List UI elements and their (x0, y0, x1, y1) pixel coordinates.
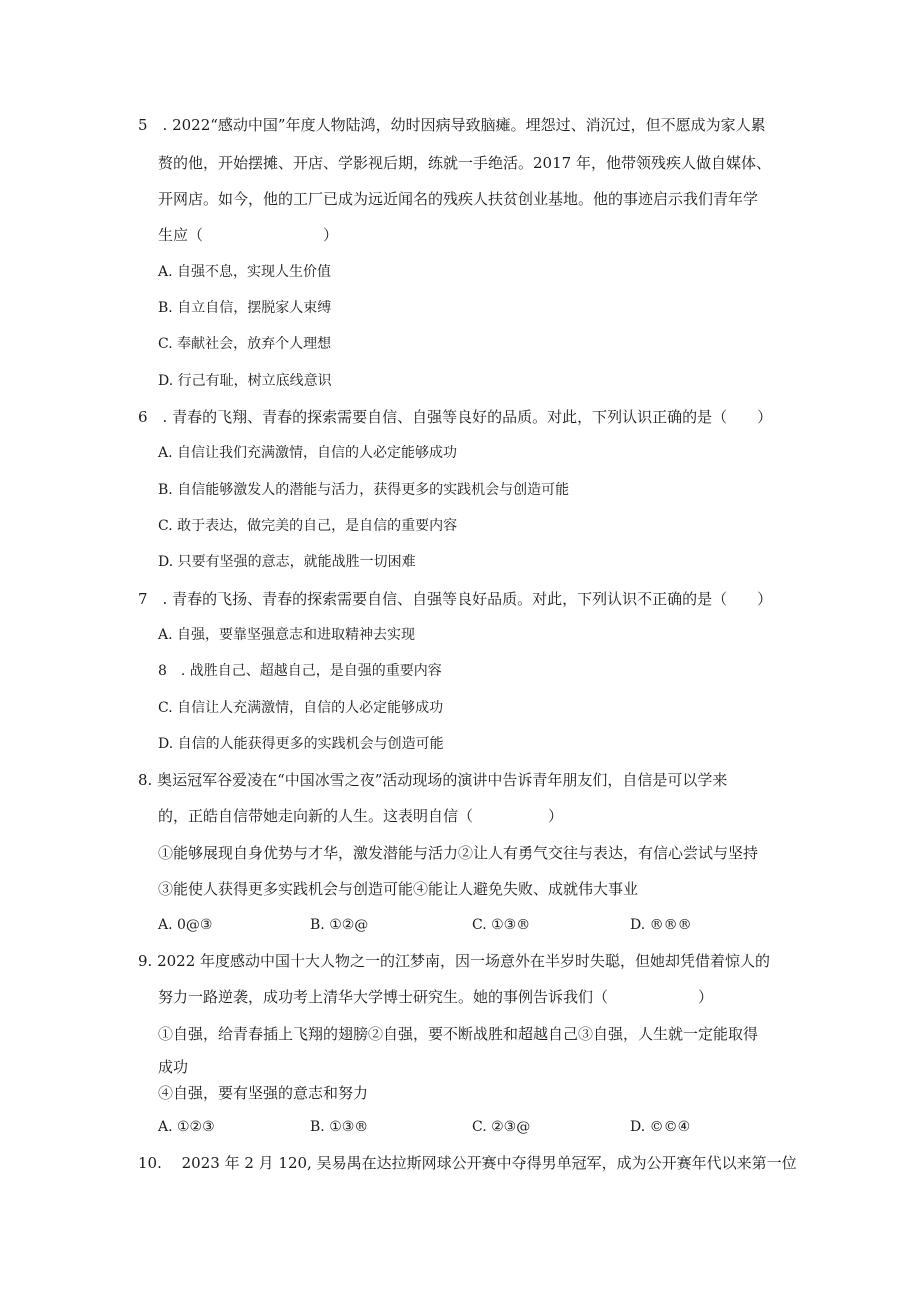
q9-stem-line-2: 努力一路逆袭，成功考上清华大学博士研究生。她的事例告诉我们（ ） (158, 988, 714, 1006)
q8-option-c: C. ①③® (472, 917, 531, 933)
q5-stem-line-2: 赘的他，开始摆摊、开店、学影视后期，练就一手绝活。2017 年，他带领残疾人做自媒体、 (158, 154, 771, 172)
q5-option-b: B. 自立自信，摆脱家人束缚 (158, 300, 332, 316)
q9-option-b: B. ①③® (310, 1119, 369, 1135)
q5-stem-line-3: 开网店。如今，他的工厂已成为远近闻名的残疾人扶贫创业基地。他的事迹启示我们青年学 (158, 190, 759, 208)
q9-statements-line-1: ①自强，给青春插上飞翔的翅膀②自强，要不断战胜和超越自己③自强，人生就一定能取得 (158, 1025, 759, 1043)
q6-option-d: D. 只要有坚强的意志，就能战胜一切困难 (158, 554, 416, 570)
q6-option-b: B. 自信能够激发人的潜能与活力，获得更多的实践机会与创造可能 (158, 482, 570, 498)
q7-option-b: 8 . 战胜自己、超越自己，是自强的重要内容 (158, 663, 442, 679)
q7-stem-line-1: 7 . 青春的飞扬、青春的探索需要自信、自强等良好品质。对此，下列认识不正确的是（ ） (138, 590, 773, 608)
q8-option-a: A. 0@③ (158, 917, 213, 933)
q8-statements-line-1: ①能够展现自身优势与才华，激发潜能与活力②让人有勇气交往与表达，有信心尝试与坚持 (158, 844, 759, 862)
q6-option-c: C. 敢于表达，做完美的自己，是自信的重要内容 (158, 518, 458, 534)
q8-statements-line-2: ③能使人获得更多实践机会与创造可能④能让人避免失败、成就伟大事业 (158, 880, 639, 898)
q7-option-d: D. 自信的人能获得更多的实践机会与创造可能 (158, 736, 444, 752)
q9-option-c: C. ②③@ (472, 1119, 531, 1135)
q7-option-a: A. 自强，要靠坚强意志和进取精神去实现 (158, 627, 416, 643)
q9-option-d: D. ©©④ (630, 1119, 691, 1135)
q9-statements-line-2: ④自强，要有坚强的意志和努力 (158, 1084, 369, 1102)
q5-option-d: D. 行己有耻，树立底线意识 (158, 373, 332, 389)
q10-stem-line-1: 10. 2023 年 2 月 120, 吴易禺在达拉斯网球公开赛中夺得男单冠军，成为公开赛年代以来第一位 (138, 1154, 797, 1172)
q5-stem-line-4: 生应（ ） (158, 226, 339, 244)
q8-option-b: B. ①②@ (310, 917, 369, 933)
q6-option-a: A. 自信让我们充满激情，自信的人必定能够成功 (158, 445, 458, 461)
q9-statements-line-1-continued: 成功 (158, 1058, 189, 1076)
q6-stem-line-1: 6 . 青春的飞翔、青春的探索需要自信、自强等良好的品质。对此，下列认识正确的是（ ） (138, 408, 773, 426)
q5-option-a: A. 自强不息，实现人生价值 (158, 264, 332, 280)
q8-stem-line-1: 8. 奥运冠军谷爱凌在“中国冰雪之夜”活动现场的演讲中告诉青年朋友们，自信是可以学来 (138, 771, 728, 789)
q5-option-c: C. 奉献社会，放弃个人理想 (158, 336, 332, 352)
q7-option-c: C. 自信让人充满激情，自信的人必定能够成功 (158, 700, 444, 716)
q8-option-d: D. ®®® (630, 917, 692, 933)
q8-stem-line-2: 的，正皓自信带她走向新的人生。这表明自信（ ） (158, 807, 564, 825)
q5-stem-line-1: 5 . 2022“感动中国”年度人物陆鸿，幼时因病导致脑瘫。埋怨过、消沉过，但不愿成为家人累 (138, 116, 766, 134)
q9-option-a: A. ①②③ (158, 1119, 215, 1135)
q9-stem-line-1: 9. 2022 年度感动中国十大人物之一的江梦南，因一场意外在半岁时失聪，但她却凭借着惊人的 (138, 952, 771, 970)
